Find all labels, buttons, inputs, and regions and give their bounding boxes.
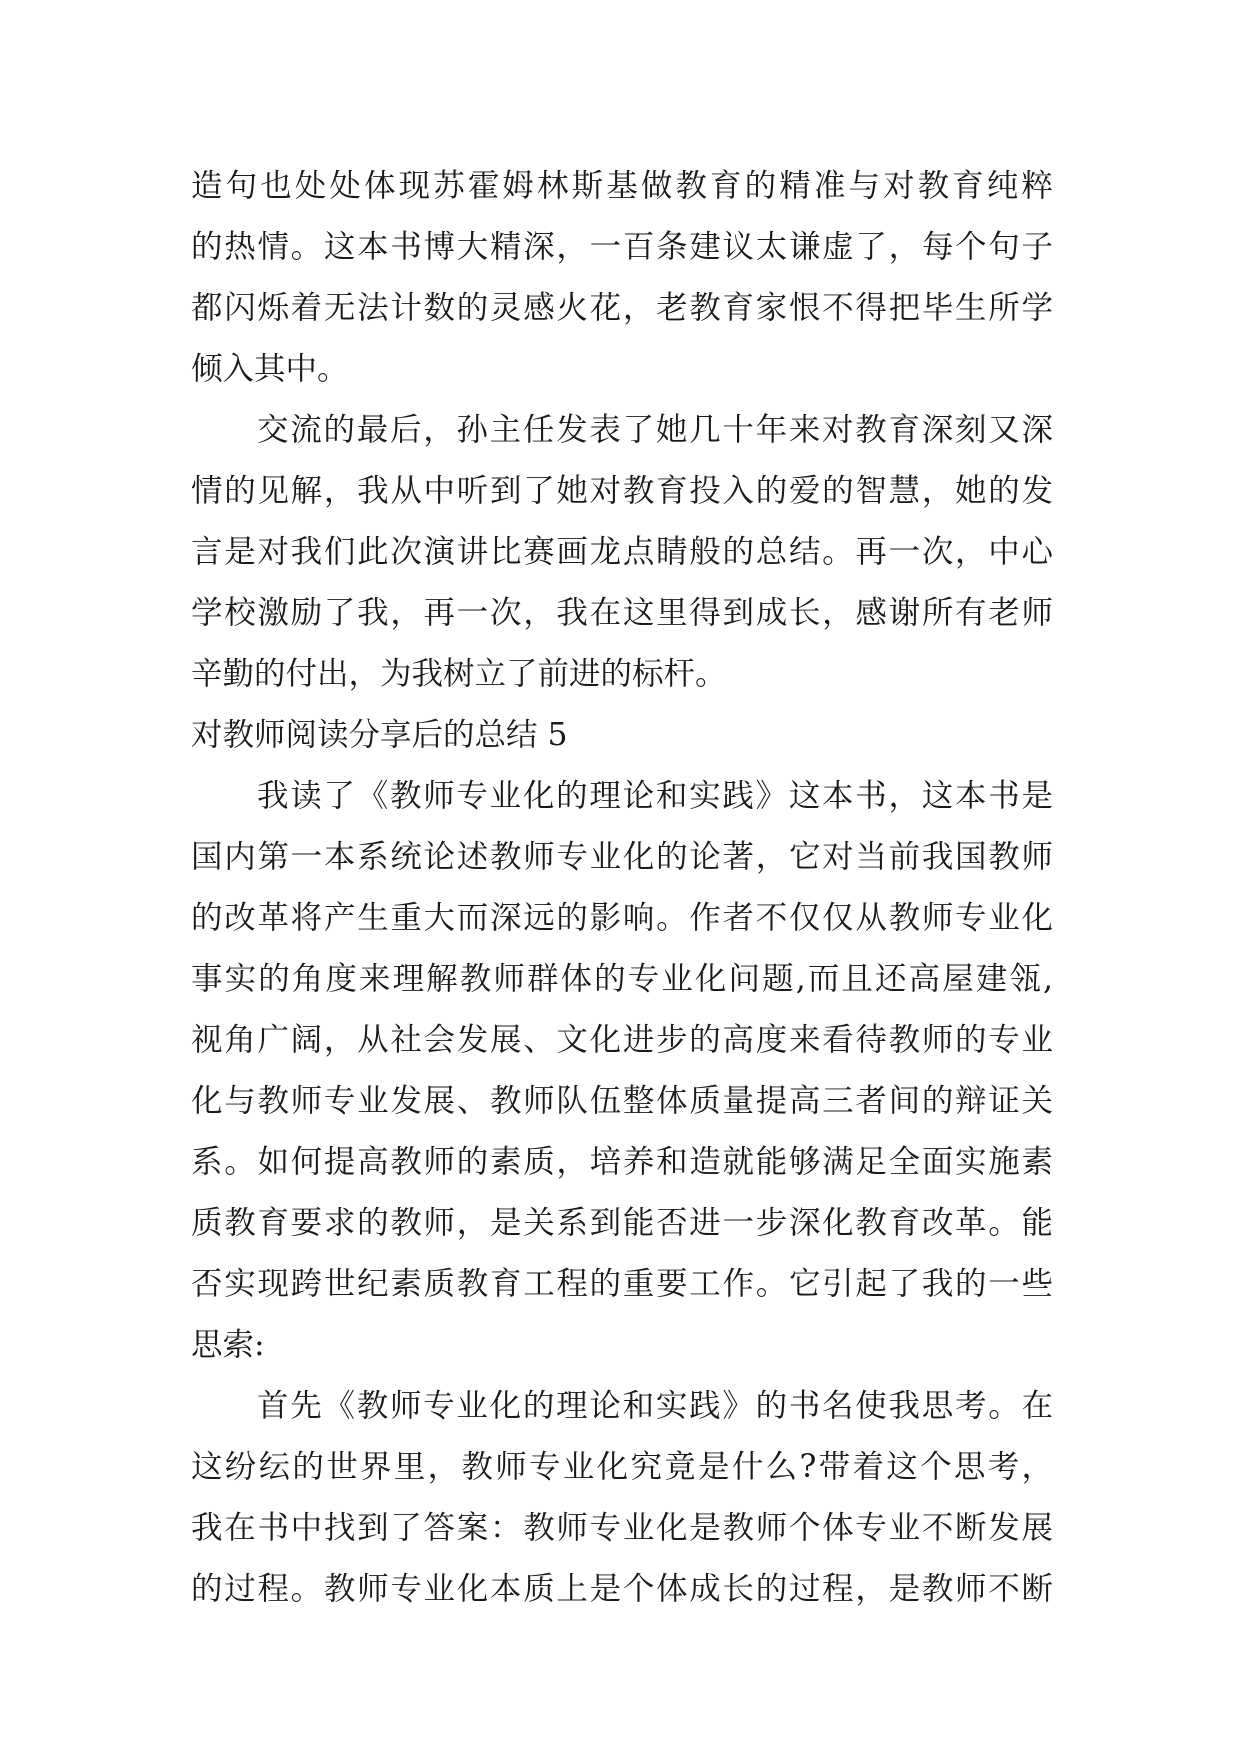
paragraph-2	[191, 400, 1053, 705]
text-line: 辛勤的付出，为我树立了前进的标杆。	[191, 656, 727, 692]
text-line: 视角广阔，从社会发展、文化进步的高度来看待教师的专业	[191, 1022, 1053, 1058]
text-line: 国内第一本系统论述教师专业化的论著，它对当前我国教师	[191, 839, 1053, 875]
text-line: 思索:	[191, 1327, 265, 1363]
text-line: 倾入其中。	[191, 351, 349, 387]
text-line: 都闪烁着无法计数的灵感火花，老教育家恨不得把毕生所学	[191, 290, 1053, 326]
text-line: 化与教师专业发展、教师队伍整体质量提高三者间的辩证关	[191, 1083, 1053, 1119]
text-line: 情的见解，我从中听到了她对教育投入的爱的智慧，她的发	[191, 473, 1053, 509]
paragraph-1	[191, 156, 1053, 400]
paragraph-4	[191, 1376, 1053, 1620]
text-line: 这纷纭的世界里，教师专业化究竟是什么?带着这个思考，	[191, 1449, 1053, 1485]
text-line: 言是对我们此次演讲比赛画龙点睛般的总结。再一次，中心	[191, 534, 1053, 570]
text-line: 我在书中找到了答案：教师专业化是教师个体专业不断发展	[191, 1510, 1053, 1546]
text-line: 交流的最后，孙主任发表了她几十年来对教育深刻又深	[257, 412, 1053, 448]
text-line: 质教育要求的教师，是关系到能否进一步深化教育改革。能	[191, 1205, 1053, 1241]
text-line: 的热情。这本书博大精深，一百条建议太谦虚了，每个句子	[191, 229, 1053, 265]
section-heading	[191, 705, 1053, 766]
paragraph-3	[191, 766, 1053, 1376]
text-line: 事实的角度来理解教师群体的专业化问题,而且还高屋建瓴,	[191, 961, 1053, 997]
document-body	[191, 156, 1053, 1620]
heading-text: 对教师阅读分享后的总结 5	[191, 717, 568, 753]
text-line: 否实现跨世纪素质教育工程的重要工作。它引起了我的一些	[191, 1266, 1053, 1302]
text-line: 的过程。教师专业化本质上是个体成长的过程，是教师不断	[191, 1571, 1053, 1607]
text-line: 首先《教师专业化的理论和实践》的书名使我思考。在	[257, 1388, 1053, 1424]
text-line: 学校激励了我，再一次，我在这里得到成长，感谢所有老师	[191, 595, 1053, 631]
text-line: 的改革将产生重大而深远的影响。作者不仅仅从教师专业化	[191, 900, 1053, 936]
text-line: 我读了《教师专业化的理论和实践》这本书，这本书是	[257, 778, 1053, 814]
text-line: 系。如何提高教师的素质，培养和造就能够满足全面实施素	[191, 1144, 1053, 1180]
text-line: 造句也处处体现苏霍姆林斯基做教育的精准与对教育纯粹	[191, 168, 1053, 204]
